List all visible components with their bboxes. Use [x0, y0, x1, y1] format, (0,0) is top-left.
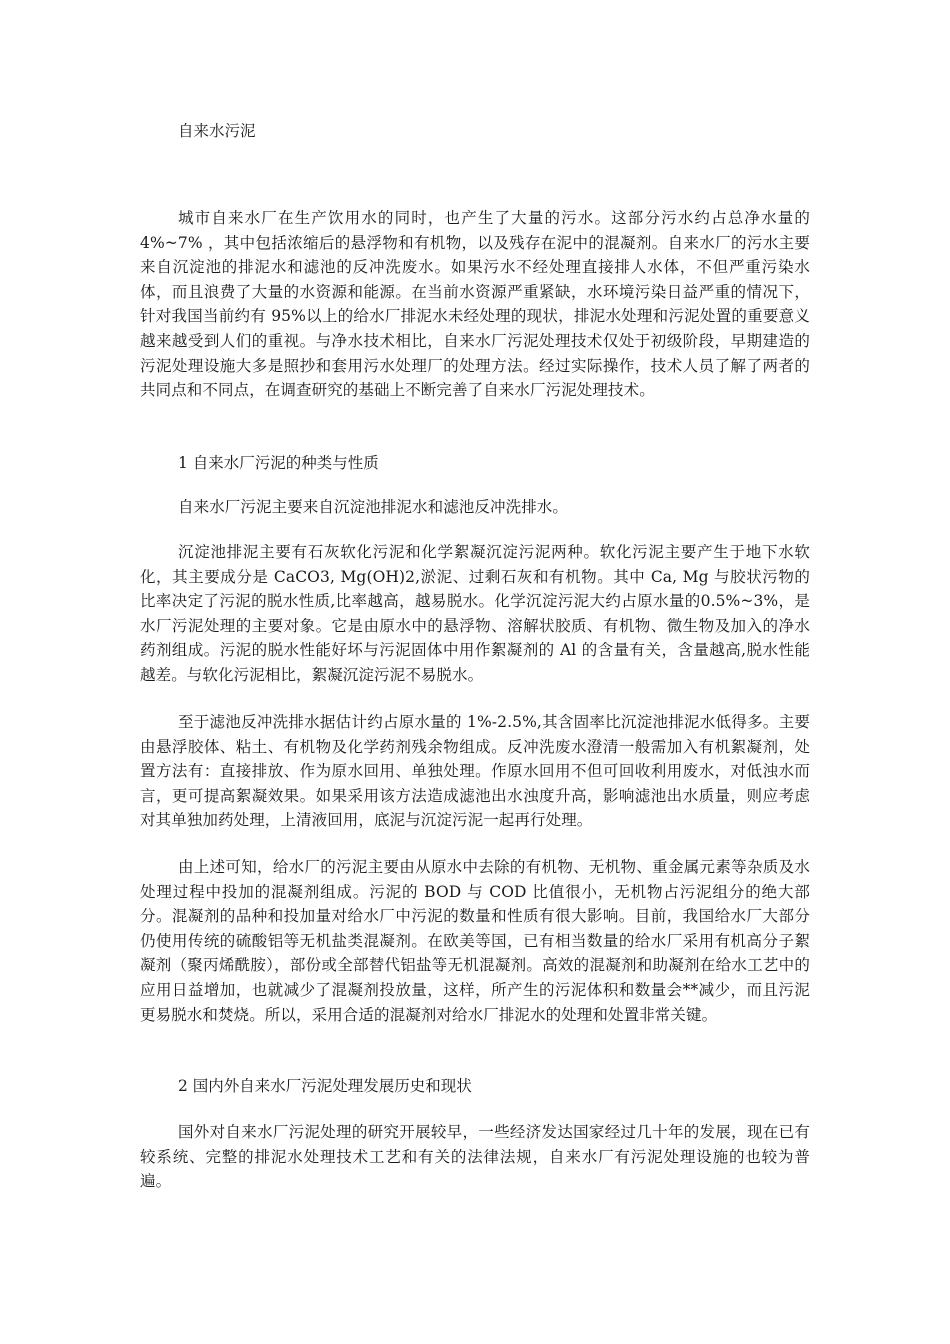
paragraph-sludge-sources: 自来水厂污泥主要来自沉淀池排泥水和滤池反冲洗排水。	[178, 498, 569, 516]
document-title: 自来水污泥	[178, 122, 256, 140]
paragraph-intro: 城市自来水厂在生产饮用水的同时，也产生了大量的污水。这部分污水约占总净水量的4%~7% ，其中包括浓缩后的悬浮物和有机物，以及残存在泥中的混凝剂。自来水厂的污水主要来自沉淀池的排泥水和滤池的反冲洗废水。如果污水不经处理直接排人水体，不但严重污染水体，而且浪费了大量的水资源和能源。在当前水资源严重紧缺，水环境污染日益严重的情况下，针对我国当前约有 95%以上的给水厂排泥水未经处理的现状，排泥水处理和污泥处置的重要意义越来越受到人们的重视。与净水技术相比，自来水厂污泥处理技术仅处于初级阶段，早期建造的污泥处理设施大多是照抄和套用污水处理厂的处理方法。经过实际操作，技术人员了解了两者的共同点和不同点，在调查研究的基础上不断完善了自来水厂污泥处理技术。	[140, 209, 810, 400]
paragraph-sedimentation-sludge: 沉淀池排泥主要有石灰软化污泥和化学絮凝沉淀污泥两种。软化污泥主要产生于地下水软化，其主要成分是 CaCO3, Mg(OH)2,淤泥、过剩石灰和有机物。其中 Ca, Mg 与胶状污物的比率决定了污泥的脱水性质,比率越高，越易脱水。化学沉淀污泥大约占原水量的0.5%~3%，是水厂污泥处理的主要对象。它是由原水中的悬浮物、溶解状胶质、有机物、微生物及加入的净水药剂组成。污泥的脱水性能好坏与污泥固体中用作絮凝剂的 Al 的含量有关，含量越高,脱水性能越差。与软化污泥相比，絮凝沉淀污泥不易脱水。	[140, 543, 810, 684]
paragraph-foreign-history: 国外对自来水厂污泥处理的研究开展较早，一些经济发达国家经过几十年的发展，现在已有较系统、完整的排泥水处理技术工艺和有关的法律法规，自来水厂有污泥处理设施的也较为普遍。	[140, 1123, 810, 1191]
section-heading-1: 1 自来水厂污泥的种类与性质	[178, 454, 379, 472]
paragraph-sludge-composition: 由上述可知，给水厂的污泥主要由从原水中去除的有机物、无机物、重金属元素等杂质及水处理过程中投加的混凝剂组成。污泥的 BOD 与 COD 比值很小，无机物占污泥组分的绝大部分。混凝剂的品种和投加量对给水厂中污泥的数量和性质有很大影响。目前，我国给水厂大部分仍使用传统的硫酸铝等无机盐类混凝剂。在欧美等国，已有相当数量的给水厂采用有机高分子絮凝剂（聚丙烯酰胺），部份或全部替代铝盐等无机混凝剂。高效的混凝剂和助凝剂在给水工艺中的应用日益增加，也就减少了混凝剂投放量，这样，所产生的污泥体积和数量会**减少，而且污泥更易脱水和焚烧。所以，采用合适的混凝剂对给水厂排泥水的处理和处置非常关键。	[140, 858, 810, 1024]
section-heading-2: 2 国内外自来水厂污泥处理发展历史和现状	[178, 1077, 472, 1095]
paragraph-backwash-water: 至于滤池反冲洗排水据估计约占原水量的 1%-2.5%,其含固率比沉淀池排泥水低得多。主要由悬浮胶体、粘土、有机物及化学药剂残余物组成。反冲洗废水澄清一般需加入有机絮凝剂，处置方法有：直接排放、作为原水回用、单独处理。作原水回用不但可回收利用废水，对低浊水而言，更可提高絮凝效果。如果采用该方法造成滤池出水浊度升高，影响滤池出水质量，则应考虑对其单独加药处理，上清液回用，底泥与沉淀污泥一起再行处理。	[140, 713, 810, 830]
